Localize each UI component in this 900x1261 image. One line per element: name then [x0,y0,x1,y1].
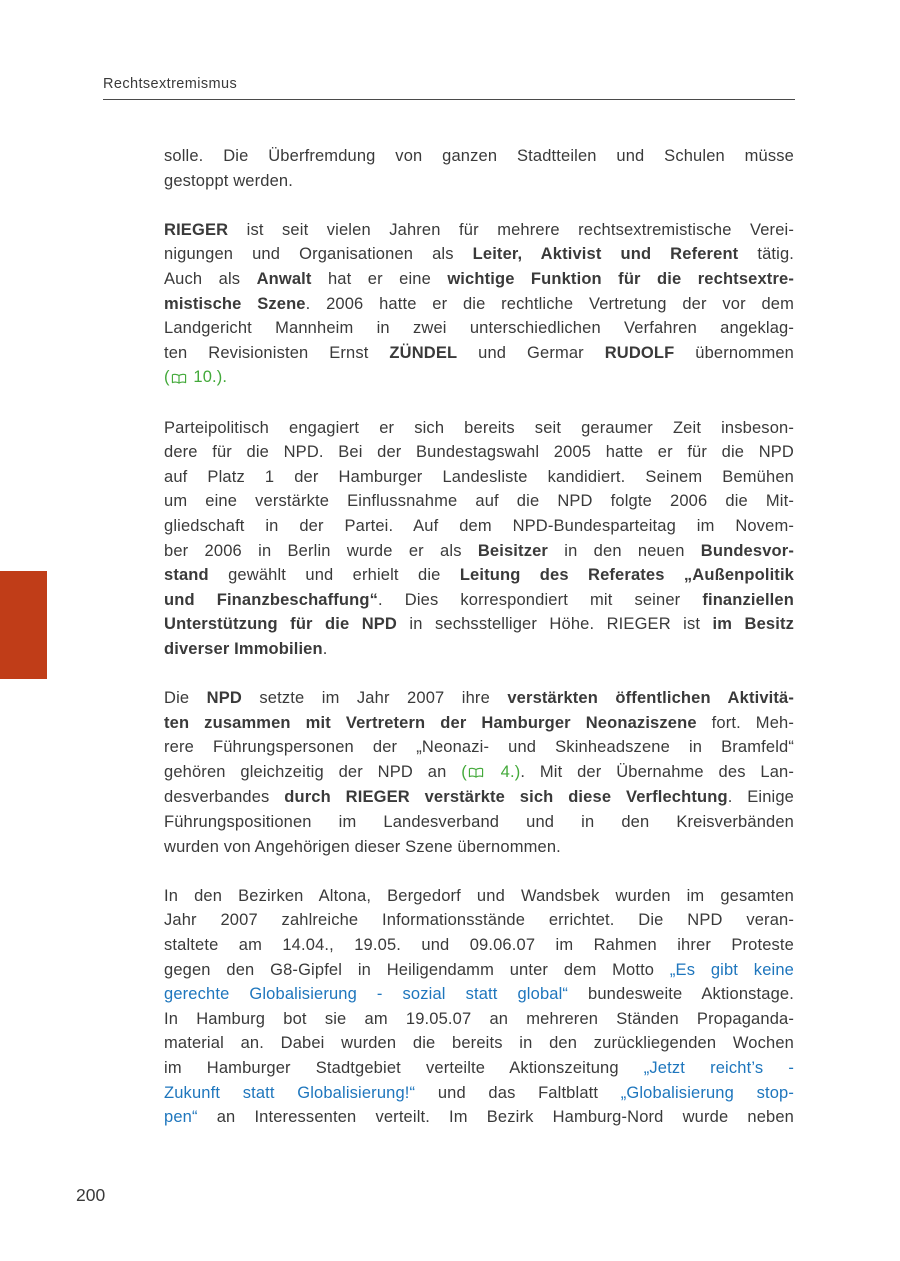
book-icon[interactable] [171,366,187,391]
text-line [164,588,794,613]
body-text: übernommen [674,343,794,362]
bold-text: Anwalt [256,269,312,288]
text-line [164,958,794,983]
body-text: gehören gleichzeitig der NPD an [164,762,462,781]
text-line [164,1081,794,1106]
bold-text: und Finanzbeschaffung“ [164,590,378,609]
body-text: Parteipolitisch engagiert er sich bereits seit geraumer Zeit insbeson- [164,418,794,437]
body-text: In den Bezirken Altona, Bergedorf und Wandsbek wurden im gesamten [164,886,794,905]
body-text: staltete am 14.04., 19.05. und 09.06.07 im Rahmen ihrer Proteste [164,936,794,954]
bold-text: Beisitzer [477,541,548,560]
paragraph [164,218,794,391]
link-text[interactable]: gerechte Globalisierung - sozial statt global“ [164,985,569,1004]
text-line [164,982,794,1007]
running-header [103,76,795,100]
bold-text: Leiter, Aktivist und Referent [472,245,739,264]
text-line [164,785,794,810]
text-line [164,612,794,637]
text-line [164,316,794,341]
body-text: Die [164,689,207,708]
body-text: gestoppt werden. [164,171,293,190]
body-text: bundesweite Aktionstage. [568,985,794,1004]
body-text: . 2006 hatte er die rechtliche Vertretung der vor dem [305,294,794,313]
paragraph [164,686,794,859]
bold-text: Leitung des Referates „Außenpolitik [459,566,795,585]
body-text: Landgericht Mannheim in zwei unterschiedlichen Verfahren angeklag- [164,319,794,338]
body-text: ist seit vielen Jahren für mehrere rechtsextremistische Verei- [228,220,794,239]
body-text: solle. Die Überfremdung von ganzen Stadtteilen und Schulen müsse [164,147,794,165]
text-line [164,292,794,317]
link-text[interactable]: „Es gibt keine [669,960,794,979]
bold-text: NPD [206,689,242,708]
text-line [164,242,794,267]
text-line [164,760,794,786]
bold-text: Unterstützung für die NPD [164,615,398,634]
body-text: desverbandes [164,788,285,807]
text-line [164,563,794,588]
bold-text: RUDOLF [604,343,675,362]
bold-text: ten zusammen mit Vertretern der Hamburger Neonaziszene [164,713,697,732]
body-text: auf Platz 1 der Hamburger Landesliste kandidiert. Seinem Bemühen [164,467,794,486]
bold-text: mistische Szene [164,294,306,313]
body-text: rere Führungspersonen der „Neonazi- und Skinheadszene in Bramfeld“ [164,738,794,757]
bold-text: stand [164,566,209,585]
reference-link[interactable]: ( [164,368,170,387]
text-line [164,416,794,441]
text-line [164,637,794,662]
text-line [164,218,794,243]
bold-text: diverser Immobilien [164,639,323,658]
body-text: . Einige [727,788,794,807]
text-line [164,908,794,933]
text-line [164,933,794,958]
text-line [164,1056,794,1081]
text-line [164,835,794,860]
bold-text: wichtige Funktion für die rechtsextre- [447,269,794,288]
bold-text: verstärkten öffentlichen Aktivitä- [507,689,794,708]
text-line [164,267,794,292]
reference-link[interactable]: ( [461,762,467,781]
body-text: und das Faltblatt [415,1083,621,1102]
body-text: an Interessenten verteilt. Im Bezirk Hamburg-Nord wurde neben [197,1108,794,1127]
body-text: gewählt und erhielt die [208,566,460,585]
paragraph [164,416,794,662]
body-text: tätig. [738,245,795,264]
text-line [164,465,794,490]
text-body [164,144,794,1154]
body-text: und Germar [457,343,605,362]
body-text: gliedschaft in der Partei. Auf dem NPD-Bundesparteitag im Novem- [164,516,794,535]
body-text: Auch als [164,269,257,288]
bold-text: finanziellen [702,590,794,609]
body-text: Jahr 2007 zahlreiche Informationsstände errichtet. Die NPD veran- [164,911,794,930]
text-line [164,539,794,564]
body-text: in sechsstelliger Höhe. RIEGER ist [397,615,713,634]
page-number: 200 [76,1185,106,1205]
chapter-tab-marker [0,571,47,679]
body-text: fort. Meh- [696,713,794,732]
text-line [164,1105,794,1130]
link-text[interactable]: „Globalisierung stop- [620,1083,795,1102]
body-text: gegen den G8-Gipfel in Heiligendamm unter dem Motto [164,960,670,979]
body-text: im Hamburger Stadtgebiet verteilte Aktionszeitung [164,1058,644,1077]
body-text: ber 2006 in Berlin wurde er als [164,541,478,560]
running-header-title: Rechtsextremismus [103,76,238,92]
text-line [164,1031,794,1056]
text-line [164,440,794,465]
link-text[interactable]: „Jetzt reicht’s - [643,1058,794,1077]
reference-link[interactable]: 10.). [188,368,228,387]
bold-text: RIEGER [164,220,229,239]
text-line [164,686,794,711]
text-line [164,169,794,194]
body-text: Führungspositionen im Landesverband und in den Kreisverbänden [164,813,794,832]
body-text: . [322,639,328,658]
bold-text: durch RIEGER verstärkte sich diese Verflechtung [284,788,728,807]
reference-link[interactable]: 4.) [485,762,521,781]
body-text: In Hamburg bot sie am 19.05.07 an mehreren Ständen Propaganda- [164,1009,794,1028]
body-text: ten Revisionisten Ernst [164,343,390,362]
text-line [164,1007,794,1032]
paragraph [164,144,794,193]
text-line [164,341,794,366]
paragraph [164,884,794,1130]
bold-text: ZÜNDEL [389,343,458,362]
body-text: nigungen und Organisationen als [164,245,473,264]
text-line [164,884,794,909]
body-text: . Mit der Übernahme des Lan- [520,762,794,781]
text-line [164,810,794,835]
body-text: material an. Dabei wurden die bereits in den zurückliegenden Wochen [164,1034,794,1053]
body-text: . Dies korrespondiert mit seiner [378,590,703,609]
book-icon[interactable] [468,761,484,786]
text-line [164,514,794,539]
bold-text: im Besitz [712,615,795,634]
link-text[interactable]: pen“ [164,1108,198,1127]
body-text: dere für die NPD. Bei der Bundestagswahl 2005 hatte er für die NPD [164,443,794,462]
body-text: um eine verstärkte Einflussnahme auf die NPD folgte 2006 die Mit- [164,492,794,511]
text-line [164,711,794,736]
text-line [164,735,794,760]
text-line [164,365,794,391]
body-text: hat er eine [311,269,448,288]
link-text[interactable]: Zukunft statt Globalisierung!“ [164,1083,416,1102]
body-text: setzte im Jahr 2007 ihre [241,689,508,708]
body-text: in den neuen [548,541,701,560]
bold-text: Bundesvor- [700,541,794,560]
text-line [164,144,794,169]
text-line [164,489,794,514]
body-text: wurden von Angehörigen dieser Szene übernommen. [164,837,561,856]
